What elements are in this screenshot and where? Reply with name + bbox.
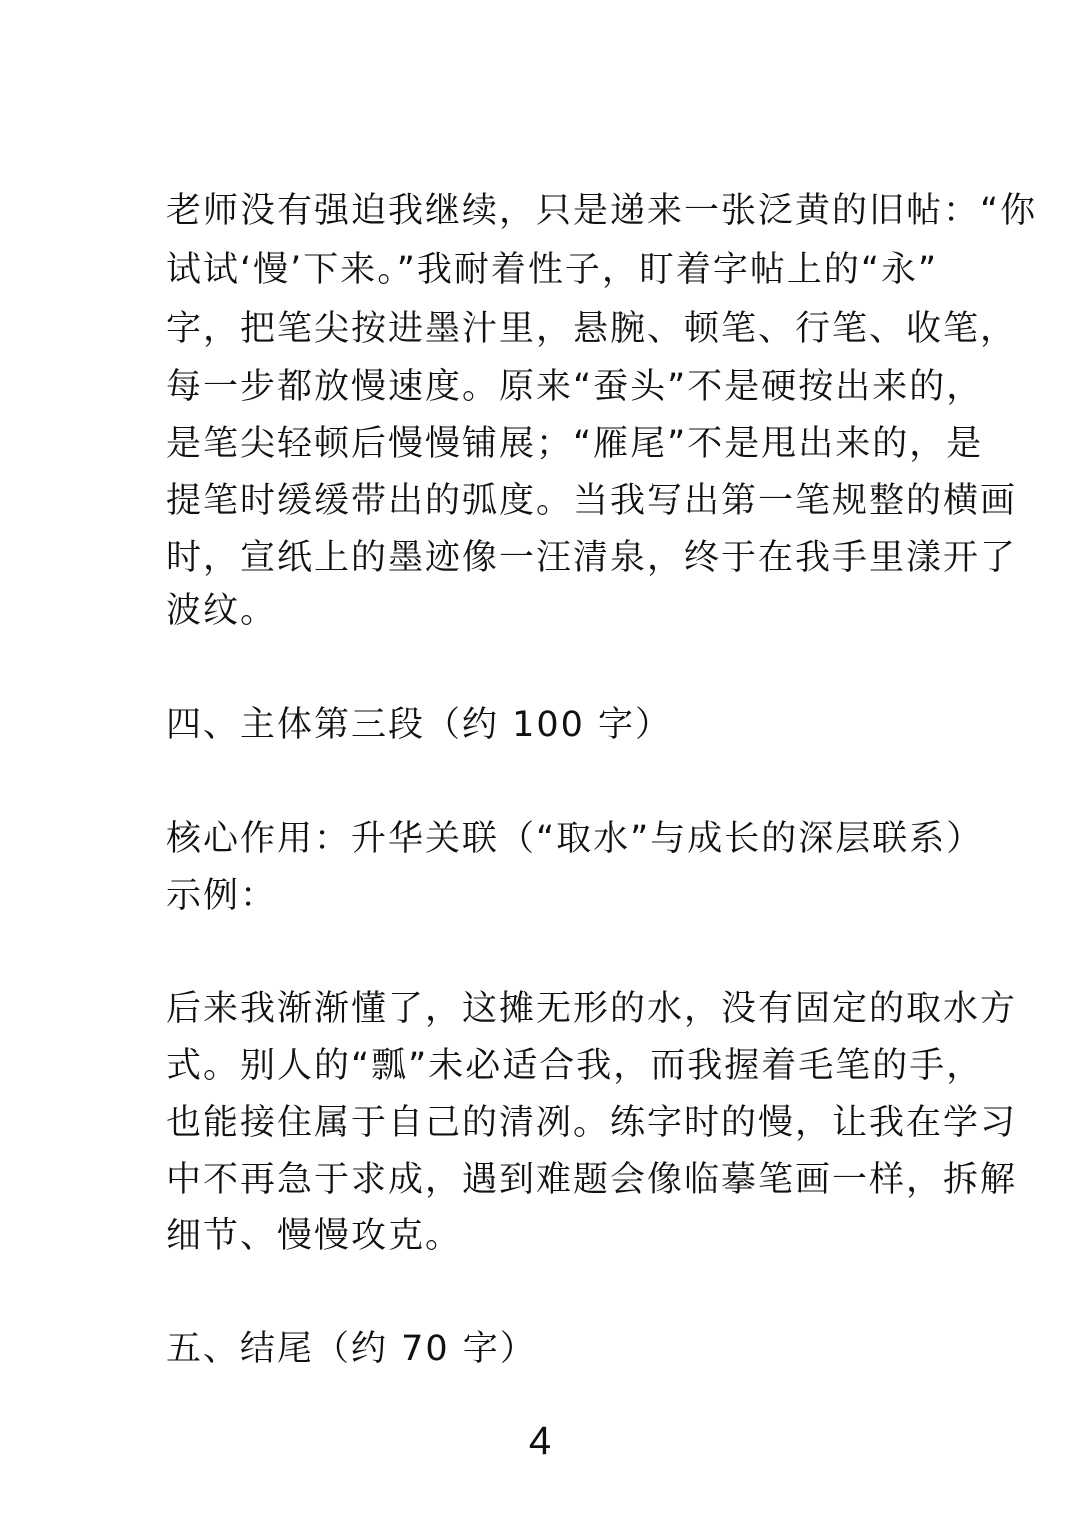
paragraph-line: 示例： — [166, 876, 278, 916]
paragraph-line: 每一步都放慢速度。原来“蚕头”不是硬按出来的， — [166, 367, 984, 407]
paragraph-line: 式。别人的“瓢”未必适合我，而我握着毛笔的手， — [166, 1046, 984, 1086]
paragraph-line: 字，把笔尖按进墨汁里，悬腕、顿笔、行笔、收笔， — [166, 309, 1018, 349]
paragraph-line: 细节、慢慢攻克。 — [166, 1216, 463, 1256]
paragraph-line: 波纹。 — [166, 591, 278, 631]
section-heading: 四、主体第三段（约 100 字） — [166, 705, 673, 745]
paragraph-line: 核心作用：升华关联（“取水”与成长的深层联系） — [166, 819, 984, 859]
paragraph-line: 试试‘慢’下来。”我耐着性子，盯着字帖上的“永” — [166, 250, 939, 290]
paragraph-line: 后来我渐渐懂了，这摊无形的水，没有固定的取水方 — [166, 989, 1018, 1029]
paragraph-line: 是笔尖轻顿后慢慢铺展；“雁尾”不是甩出来的，是 — [166, 424, 984, 464]
paragraph-line: 中不再急于求成，遇到难题会像临摹笔画一样，拆解 — [166, 1160, 1018, 1200]
paragraph-line: 也能接住属于自己的清冽。练字时的慢，让我在学习 — [166, 1103, 1018, 1143]
page-number: 4 — [528, 1419, 552, 1463]
section-heading: 五、结尾（约 70 字） — [166, 1329, 537, 1369]
paragraph-line: 提笔时缓缓带出的弧度。当我写出第一笔规整的横画 — [166, 481, 1018, 521]
paragraph-line: 时，宣纸上的墨迹像一汪清泉，终于在我手里漾开了 — [166, 538, 1018, 578]
paragraph-line: 老师没有强迫我继续，只是递来一张泛黄的旧帖：“你 — [166, 191, 1038, 231]
